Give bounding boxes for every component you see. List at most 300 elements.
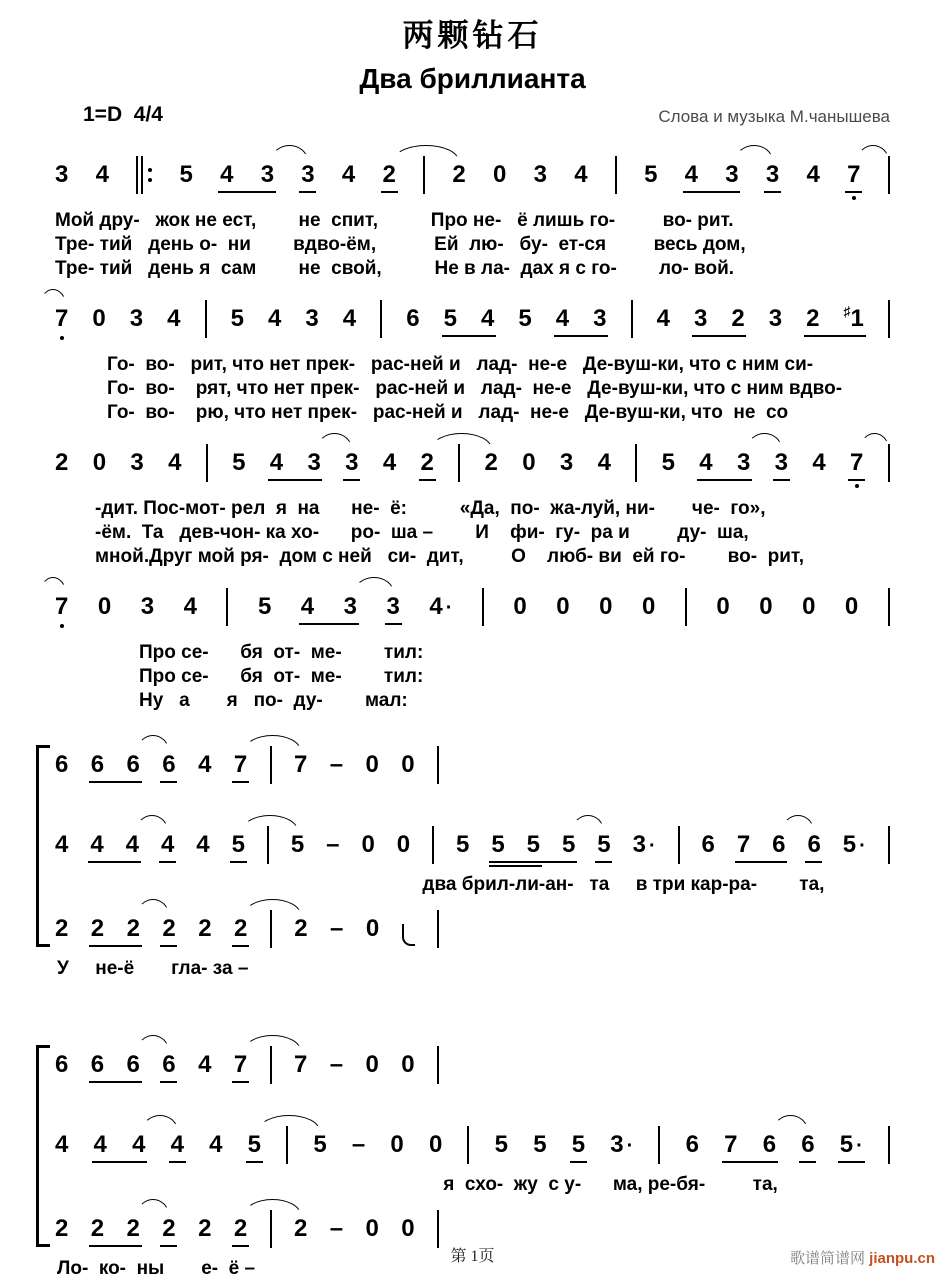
- note-token: 4: [183, 593, 197, 620]
- barline: [270, 746, 272, 784]
- barline: [888, 156, 890, 194]
- note-token: 2: [126, 915, 140, 942]
- note-token: 6: [55, 1051, 69, 1078]
- beam-line: [89, 945, 142, 947]
- low-octave-dot: [60, 624, 64, 628]
- slur-arc: [735, 145, 773, 161]
- beam-line: [89, 781, 142, 783]
- note-token: 3: [345, 449, 359, 476]
- note-token: 5: [518, 305, 532, 332]
- notation-row: [55, 813, 890, 877]
- note-token: 5: [597, 831, 611, 858]
- note-token: 4: [93, 1131, 107, 1158]
- barline: [437, 1210, 439, 1248]
- slur-arc: [258, 1115, 320, 1131]
- note-token: 2: [126, 1215, 140, 1242]
- note-token: 4: [160, 831, 175, 858]
- note-token: 6: [762, 1131, 777, 1158]
- note-token: 2: [233, 1215, 248, 1242]
- note-token: 2: [90, 1215, 105, 1242]
- note-token: 3: [301, 161, 315, 188]
- beam-line: [773, 479, 790, 481]
- slur-arc: [136, 815, 168, 831]
- note-token: 4: [684, 161, 699, 188]
- note-token: 5 ·: [842, 831, 866, 858]
- note-token: 0: [390, 1131, 404, 1158]
- duration-dot: ·: [859, 835, 866, 857]
- note-token: 3: [765, 161, 780, 188]
- beam-line: [159, 861, 176, 863]
- note-token: 4: [220, 161, 234, 188]
- duration-dot: ·: [445, 597, 453, 619]
- note-token: 4: [198, 1051, 212, 1078]
- verse-line: [55, 143, 890, 281]
- slur-arc: [244, 1199, 301, 1215]
- barline: [226, 588, 228, 626]
- beam-line: [595, 861, 612, 863]
- beam-line: [299, 623, 359, 625]
- duration-dash: –: [329, 1051, 344, 1078]
- lyric-row: Мой дру- жок не ест, не спит, Про не- ё лишь го- во- рит.: [55, 210, 734, 231]
- beam-line: [89, 1081, 142, 1083]
- note-token: 3 ·: [632, 831, 656, 858]
- slur-arc: [137, 1199, 169, 1215]
- note-token: 4: [55, 831, 69, 858]
- barline: [270, 1210, 272, 1248]
- beam-line: [230, 861, 247, 863]
- note-token: 2: [198, 1215, 212, 1242]
- barline: [286, 1126, 288, 1164]
- voice-v2: [55, 813, 890, 897]
- note-token: 0: [641, 593, 656, 620]
- note-token: 2: [198, 915, 212, 942]
- barline: [205, 300, 207, 338]
- system-bracket: [36, 1045, 50, 1247]
- slur-arc: [137, 899, 169, 915]
- note-token: 0: [361, 831, 375, 858]
- note-token: 3: [130, 449, 144, 476]
- beam-line: [232, 945, 249, 947]
- note-token: 5: [179, 161, 193, 188]
- watermark-site-name: 歌谱简谱网: [789, 1250, 870, 1267]
- note-token: 2: [233, 915, 248, 942]
- slur-arc: [40, 289, 66, 305]
- note-token: 0: [396, 831, 411, 858]
- note-token: 4 ·: [429, 593, 453, 620]
- note-token: 0: [492, 161, 507, 188]
- note-token: 4: [168, 449, 182, 476]
- slur-arc: [244, 899, 301, 915]
- low-octave-dot: [60, 336, 64, 340]
- note-token: 5: [561, 831, 576, 858]
- note-token: 3: [768, 305, 783, 332]
- note-token: 3: [307, 449, 321, 476]
- duration-dot: ·: [626, 1135, 634, 1157]
- barline: [270, 910, 272, 948]
- beam-line: [268, 479, 322, 481]
- slur-arc: [572, 815, 604, 831]
- barline: [437, 746, 439, 784]
- note-token: 3: [386, 593, 400, 620]
- beam-line: [232, 1081, 249, 1083]
- note-token: 7: [724, 1131, 738, 1158]
- beam-line: [735, 861, 787, 863]
- note-token: 6: [807, 831, 821, 858]
- notation-row: [55, 143, 890, 207]
- voice-gap: [55, 797, 890, 813]
- beam-line: [343, 479, 360, 481]
- note-token: 3: [129, 305, 144, 332]
- verse-lyrics: [55, 641, 890, 713]
- beam-line: [570, 1161, 587, 1163]
- note-token: 0: [844, 593, 859, 620]
- note-token: 5: [247, 1131, 262, 1158]
- beam-line: [160, 945, 177, 947]
- barline: [482, 588, 484, 626]
- notation-row: [55, 897, 439, 961]
- page-number: 第 1页: [450, 1248, 495, 1265]
- beam-line: [722, 1161, 778, 1163]
- score-meta: [55, 103, 890, 127]
- note-token: 4: [656, 305, 670, 332]
- note-token: 6: [126, 751, 140, 778]
- note-token: 0: [365, 1051, 379, 1078]
- slur-arc: [773, 1115, 808, 1131]
- note-token: 4: [806, 161, 820, 188]
- note-token: 5: [533, 1131, 547, 1158]
- beam-line: [804, 335, 866, 337]
- beam-line: [88, 861, 141, 863]
- note-token: 2: [55, 1215, 69, 1242]
- note-token: 4: [812, 449, 826, 476]
- note-token: 0: [556, 593, 570, 620]
- note-token: 7: [850, 449, 864, 476]
- voice-v1: [55, 733, 890, 813]
- note-token: 4: [300, 593, 315, 620]
- note-token: 2: [382, 161, 396, 188]
- beam-line: [692, 335, 746, 337]
- duration-dash: –: [326, 831, 340, 858]
- note-token: 4: [90, 831, 104, 858]
- note-token: 4: [196, 831, 210, 858]
- lyric-row: Го- во- рят, что нет прек- рас-ней и лад- не-е Де-вуш-ки, что с ним вдво-: [107, 378, 843, 399]
- note-token: 3: [559, 449, 574, 476]
- note-token: 4: [597, 449, 611, 476]
- barline: [267, 826, 269, 864]
- beam-line: [419, 479, 436, 481]
- barline: [658, 1126, 660, 1164]
- note-token: 5: [526, 831, 541, 858]
- beam-line: [381, 191, 398, 193]
- note-token: 4: [574, 161, 588, 188]
- verse-lines: [55, 143, 890, 713]
- sharp-icon: ♯: [843, 303, 851, 319]
- note-token: 5: [290, 831, 305, 858]
- duration-dash: –: [329, 1215, 344, 1242]
- note-token: 0: [401, 751, 415, 778]
- note-token: 3: [55, 161, 69, 188]
- duration-dash: –: [351, 1131, 366, 1158]
- notation-row: [55, 733, 439, 797]
- note-token: 3: [725, 161, 739, 188]
- barline: [635, 444, 637, 482]
- note-token: 3: [774, 449, 789, 476]
- watermark-url: jianpu.cn: [869, 1250, 935, 1267]
- composer-credit: Слова и музыка М.чанышева: [658, 107, 890, 126]
- duration-dot: ·: [648, 835, 656, 857]
- lyric-row: Го- во- рю, что нет прек- рас-ней и лад- не-е Де-вуш-ки, что не со: [107, 402, 789, 423]
- note-token: 4: [269, 449, 284, 476]
- note-token: 2: [162, 915, 176, 942]
- system-bracket: [36, 745, 50, 947]
- slur-arc: [354, 577, 394, 593]
- barline: [458, 444, 460, 482]
- note-token: 5: [313, 1131, 327, 1158]
- note-token: 7: [233, 1051, 248, 1078]
- slur-arc: [782, 815, 814, 831]
- beam-line: [799, 1161, 816, 1163]
- note-token: 0: [92, 449, 107, 476]
- slur-arc: [244, 1035, 301, 1051]
- note-token: 6: [90, 751, 105, 778]
- voice-gap: [55, 1097, 890, 1113]
- note-token: 5: [494, 1131, 509, 1158]
- note-token: 4: [342, 305, 357, 332]
- note-token: 6: [55, 751, 69, 778]
- note-token: 6: [90, 1051, 105, 1078]
- note-token: 2: [90, 915, 105, 942]
- note-token: 4: [341, 161, 356, 188]
- lyric-row: Про се- бя от- ме- тил:: [139, 666, 424, 687]
- note-token: 4: [132, 1131, 146, 1158]
- beam-line: [385, 623, 402, 625]
- note-token: 0: [513, 593, 527, 620]
- note-token: 3: [140, 593, 155, 620]
- note-token: 3: [260, 161, 275, 188]
- slur-arc: [137, 1035, 169, 1051]
- barline: [888, 1126, 890, 1164]
- voice-lyric: два брил-ли-ан- та в три кар-ра- та,: [422, 874, 825, 895]
- barline: [615, 156, 617, 194]
- note-token: 0: [599, 593, 613, 620]
- barline: [888, 826, 890, 864]
- note-token: 4: [555, 305, 570, 332]
- verse-lyrics: [55, 353, 890, 425]
- lyric-row: Тре- тий день я сам не свой, Не в ла- дах я с го- ло- вой.: [55, 258, 735, 279]
- verse-lyrics: [55, 209, 890, 281]
- note-token: 0: [401, 1051, 415, 1078]
- beam-line: [838, 1161, 865, 1163]
- notation-row: [55, 575, 890, 639]
- beam-line: [232, 781, 249, 783]
- note-token: 2: [806, 305, 820, 332]
- note-token: 5: [257, 593, 272, 620]
- low-octave-dot: [855, 484, 859, 488]
- slur-arc: [271, 145, 308, 161]
- note-token: 4: [167, 305, 181, 332]
- duration-dot: ·: [856, 1135, 863, 1157]
- barline: [678, 826, 680, 864]
- note-token: 5: [661, 449, 675, 476]
- slur-arc: [244, 735, 301, 751]
- beam-line: [764, 191, 781, 193]
- notation-row: [55, 1033, 439, 1097]
- lyric-row: -ём. Та дев-чон- ка хо- ро- ша – И фи- гу- ра и ду- ша,: [95, 522, 749, 543]
- note-token: 0: [365, 751, 379, 778]
- note-token: 7: [55, 593, 69, 620]
- notation-row: [55, 1113, 890, 1177]
- note-token: 0: [759, 593, 773, 620]
- lyric-row: Ну а я по- ду- мал:: [139, 690, 408, 711]
- note-token: 4: [699, 449, 713, 476]
- note-token: ♯1: [843, 303, 864, 332]
- note-token: 4: [267, 305, 282, 332]
- note-token: 5 ·: [839, 1131, 863, 1158]
- note-token: 5: [443, 305, 457, 332]
- note-token: 6: [801, 1131, 815, 1158]
- note-token: 7: [847, 161, 861, 188]
- slur-arc: [137, 735, 169, 751]
- note-token: 4: [382, 449, 397, 476]
- note-token: 4: [480, 305, 495, 332]
- lyric-row: мной.Друг мой ря- дом с ней си- дит, О люб- ви ей го- во- рит,: [95, 546, 805, 567]
- note-token: 3: [305, 305, 319, 332]
- voice-lyric: я схо- жу с у- ма, ре-бя- та,: [443, 1174, 778, 1195]
- note-token: 2: [484, 449, 498, 476]
- verse-line: [55, 575, 890, 713]
- beam-line: [848, 479, 865, 481]
- choral-systems: [55, 733, 890, 1281]
- barline: [270, 1046, 272, 1084]
- verse-line: [55, 287, 890, 425]
- beam-line: [805, 861, 822, 863]
- slur-arc: [431, 433, 492, 449]
- beam-line: [299, 191, 316, 193]
- key-signature: 1=D 4/4: [83, 103, 163, 126]
- voice-lyric: У не-ё гла- за –: [57, 958, 249, 979]
- barline: [631, 300, 633, 338]
- beam-line: [489, 861, 577, 863]
- note-token: 6: [772, 831, 786, 858]
- note-token: 6: [685, 1131, 699, 1158]
- note-token: 7: [55, 305, 69, 332]
- note-token: 4: [125, 831, 139, 858]
- beam-line: [160, 781, 177, 783]
- note-token: 2: [55, 449, 69, 476]
- voice-v2: [55, 1113, 890, 1197]
- note-token: 3: [736, 449, 751, 476]
- note-token: 6: [406, 305, 420, 332]
- note-token: 7: [294, 1051, 308, 1078]
- note-token: 2: [294, 915, 308, 942]
- note-token: 4: [95, 161, 109, 188]
- note-token: 5: [571, 1131, 586, 1158]
- note-token: 0: [716, 593, 730, 620]
- beam-line: [246, 1161, 263, 1163]
- low-octave-dot: [852, 196, 856, 200]
- note-token: 3: [693, 305, 708, 332]
- note-token: 3: [533, 161, 547, 188]
- voice-v1: [55, 1033, 890, 1113]
- barline: [380, 300, 382, 338]
- note-token: 0: [92, 305, 106, 332]
- note-token: 3 ·: [610, 1131, 634, 1158]
- note-token: 3: [343, 593, 358, 620]
- slur-arc: [857, 145, 890, 161]
- note-token: 4: [198, 751, 212, 778]
- beam-line: [489, 865, 542, 867]
- notation-row: [55, 431, 890, 495]
- note-token: 0: [401, 1215, 415, 1242]
- note-token: 7: [294, 751, 308, 778]
- note-token: 5: [230, 305, 244, 332]
- barline: [685, 588, 687, 626]
- page-footer: [0, 1244, 945, 1274]
- note-token: 2: [452, 161, 466, 188]
- note-token: 0: [365, 1215, 379, 1242]
- lyric-row: Про се- бя от- ме- тил:: [139, 642, 424, 663]
- choral-system: [55, 733, 890, 981]
- note-token: 4: [209, 1131, 223, 1158]
- note-token: 4: [55, 1131, 69, 1158]
- note-token: 5: [644, 161, 658, 188]
- beam-line: [442, 335, 496, 337]
- lyric-row: -дит. Пос-мот- рел я на не- ё: «Да, по- жа-луй, ни- че- го»,: [95, 498, 766, 519]
- note-token: 2: [294, 1215, 308, 1242]
- verse-line: [55, 431, 890, 569]
- slur-arc: [317, 433, 352, 449]
- beam-line: [169, 1161, 186, 1163]
- voice-v3: [55, 897, 890, 981]
- beam-line: [160, 1081, 177, 1083]
- slur-arc: [142, 1115, 178, 1131]
- barline: [437, 1046, 439, 1084]
- note-token: 0: [428, 1131, 443, 1158]
- title-chinese: 两颗钻石: [402, 18, 543, 53]
- barline: [423, 156, 425, 194]
- note-token: 2: [162, 1215, 176, 1242]
- note-token: 6: [162, 1051, 176, 1078]
- watermark: [790, 1247, 935, 1268]
- voice-lyric: Ло- ко- ны е- ё –: [57, 1258, 256, 1279]
- barline: [888, 444, 890, 482]
- barline: [888, 588, 890, 626]
- note-token: 5: [456, 831, 470, 858]
- beam-line: [218, 191, 276, 193]
- note-token: 5: [232, 449, 246, 476]
- note-token: 5: [491, 831, 505, 858]
- note-token: 0: [802, 593, 816, 620]
- note-token: 5: [231, 831, 245, 858]
- beam-line: [554, 335, 608, 337]
- note-token: 6: [162, 751, 176, 778]
- note-token: 0: [522, 449, 536, 476]
- note-token: 2: [731, 305, 745, 332]
- note-token: 6: [701, 831, 715, 858]
- barline: [206, 444, 208, 482]
- barline: [467, 1126, 469, 1164]
- note-token: 0: [365, 915, 380, 942]
- slur-arc: [242, 815, 298, 831]
- note-token: 6: [126, 1051, 140, 1078]
- duration-dash: –: [329, 751, 344, 778]
- beam-line: [845, 191, 862, 193]
- note-token: 4: [170, 1131, 184, 1158]
- slur-arc: [860, 433, 890, 449]
- repeat-sign: [136, 156, 152, 194]
- lyric-row: Тре- тий день о- ни вдво-ём, Ей лю- бу- ет-ся весь дом,: [55, 234, 746, 255]
- slur-arc: [40, 577, 66, 593]
